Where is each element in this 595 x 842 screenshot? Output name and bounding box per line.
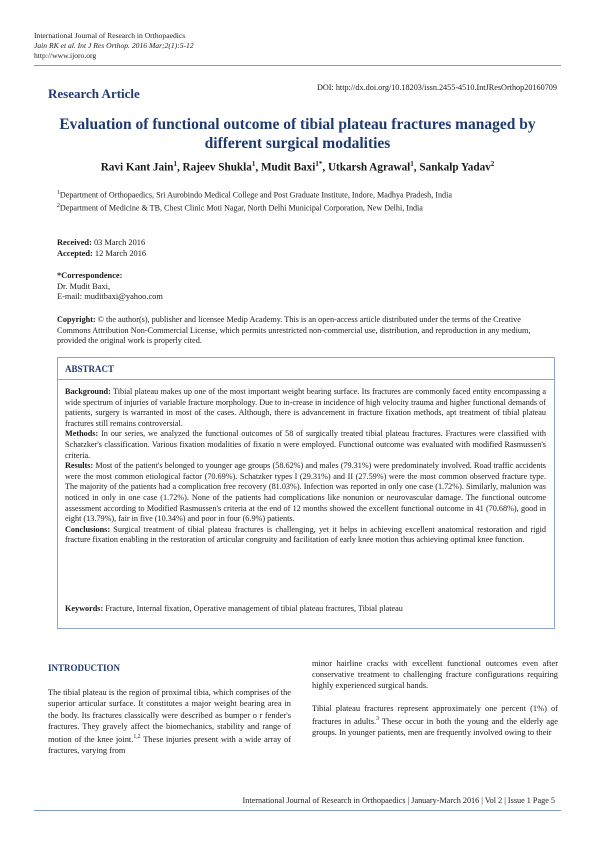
citation-sup: 1,2	[133, 734, 141, 741]
author-name: Rajeev Shukla	[182, 161, 252, 174]
author-sup: 1	[410, 160, 414, 168]
results-label: Results:	[65, 461, 94, 471]
journal-name: International Journal of Research in Orthopaedics	[34, 31, 186, 40]
author-sup: 1*	[315, 160, 323, 168]
conclusions-text: Surgical treatment of tibial plateau fractures is challenging, yet it helps in achieving excellent anatomical restoration and rigid fracture fixation enabling in the restoration of articular congruity and facilitation of early knee motion thus achieving optimal knee function.	[65, 524, 547, 545]
correspondence	[57, 271, 163, 303]
affiliation-sup: 1	[57, 190, 60, 196]
author-name: Sankalp Yadav	[419, 161, 491, 174]
affiliation-2	[57, 201, 555, 214]
correspondence-email[interactable]: E-mail: muditbaxi@yahoo.com	[57, 292, 163, 302]
intro-text-cont: These injuries present with a wide array of fractures, varying from	[48, 734, 291, 756]
accepted-label: Accepted:	[57, 248, 93, 258]
copyright-label: Copyright:	[57, 315, 96, 324]
citation: Jain RK et al. Int J Res Orthop. 2016 Mar;2(1):5-12	[34, 41, 194, 50]
author-name: Ravi Kant Jain	[100, 161, 174, 174]
author-sup: 2	[490, 160, 495, 168]
conclusions-label: Conclusions:	[65, 524, 111, 534]
affiliation-text: Department of Orthopaedics, Sri Aurobindo Medical College and Post Graduate Institute, Indore, Madhya Pradesh, India	[59, 190, 452, 200]
right-text: Tibial plateau fractures represent approximately one percent (1%) of fractures in adults.	[312, 703, 558, 726]
right-paragraph-2	[312, 703, 558, 738]
keywords	[65, 604, 546, 613]
header-divider	[34, 65, 561, 66]
author-sup: 1	[173, 160, 177, 168]
abstract-body	[65, 387, 546, 546]
right-text-cont: These occur in both the young and the elderly age groups. In younger patients, men are frequently involved owing to their	[312, 716, 559, 737]
author-sup: 1	[251, 160, 256, 168]
abstract-heading: ABSTRACT	[65, 364, 115, 374]
dates	[57, 238, 146, 259]
affiliations	[57, 188, 555, 214]
copyright-text: © the author(s), publisher and licensee Medip Academy. This is an open-access article distributed under the terms of the Creative Commons Attribution Non-Commercial License, which permits unrestricted non-commercial use, distribution, and reproduction in any medium, provided the original work is properly cited.	[57, 315, 531, 346]
accepted-value: 12 March 2016	[94, 248, 147, 258]
paper-title: Evaluation of functional outcome of tibial plateau fractures managed by different surgical modalities	[59, 116, 536, 152]
author-list: Ravi Kant Jain$^1$, Rajeev Shukla$^1$, Mudit Baxi$^{1*}$, Utkarsh Agrawal$^1$, Sankalp Yadav$^2$	[100, 160, 495, 174]
journal-url[interactable]: http://www.ijoro.org	[34, 51, 97, 60]
background-label: Background:	[65, 387, 111, 396]
page-footer: International Journal of Research in Orthopaedics | January-March 2016 | Vol 2 | Issue 1 Page 5	[242, 796, 555, 805]
footer-divider	[34, 810, 561, 811]
methods-text: In our series, we analyzed the functional outcomes of 58 of surgically treated tibial plateau fractures. Fractures were classified with Schatzker's classification. Various fixation modalities of fixatio n were employed. Functional outcome was evaluated with modified Rasmussen's criteria.	[65, 429, 547, 460]
intro-paragraph	[48, 687, 291, 756]
abstract-results	[65, 461, 546, 525]
received-date	[57, 238, 146, 249]
introduction-heading: INTRODUCTION	[48, 663, 121, 673]
right-column	[312, 658, 558, 738]
accepted-date	[57, 249, 146, 260]
author-name: Mudit Baxi	[260, 161, 316, 174]
affiliation-sup: 2	[57, 202, 60, 209]
background-text: Tibial plateau makes up one of the most important weight bearing surface. Its fractures are commonly faced entity encompassing a wide spectrum of injuries of variable fracture morphology. Due to in-crease in incidence of high velocity trauma and higher functional demands of patients, surgery is warranted in most of the cases. Although, there is advancement in fracture fixation methods, apt treatment of tibial plateau fractures still remains controversial.	[65, 387, 547, 428]
doi[interactable]: DOI: http://dx.doi.org/10.18203/issn.2455-4510.IntJResOrthop20160709	[316, 83, 557, 92]
keywords-text: Fracture, Internal fixation, Operative management of tibial plateau fractures, Tibial plateau	[105, 604, 403, 613]
received-value: 03 March 2016	[93, 238, 146, 247]
abstract-conclusions	[65, 525, 546, 546]
abstract-methods	[65, 429, 546, 461]
correspondence-label: *Correspondence:	[57, 271, 123, 280]
intro-text: The tibial plateau is the region of proximal tibia, which comprises of the superior articular surface. It constitutes a major weight bearing area in the body. Its fractures classically were described as bumper o r fender's fractures. They gravely affect the biomechanics, stability and range of motion of the knee joint.	[48, 688, 291, 744]
results-text: Most of the patient's belonged to younger age groups (58.62%) and males (79.31%) were predominately involved. Road traffic accidents were the most common etiological factor (70.69%). Schatzker types I (29.31%) and II (27.59%) were the most common observed fracture type. The majority of the patients had a complication free recovery (81.03%). Infection was reported in only one case (1.72%). Similarly, malunion was noticed in only in one case (1.72%). None of the patients had complications like nonunion or neurovascular damage. The functional outcome assessment according to Modified Rasmussen's criteria at the end of 12 months showed the excellent functional outcome in 41 (70.68%), good in eight (13.79%), fair in five (10.34%) and poor in four (6.9%) patients.	[65, 461, 546, 524]
journal-header	[34, 31, 194, 61]
received-label: Received:	[57, 238, 92, 247]
abstract-divider	[58, 379, 554, 380]
right-paragraph-1: minor hairline cracks with excellent functional outcomes even after conservative treatment to challenging fracture configurations requiring highly experienced surgical hands.	[312, 659, 558, 691]
keywords-label: Keywords:	[65, 604, 104, 613]
copyright	[57, 315, 555, 347]
abstract-background	[65, 387, 546, 429]
left-column	[48, 663, 291, 756]
correspondence-name: Dr. Mudit Baxi,	[57, 281, 111, 291]
affiliation-1	[57, 188, 555, 201]
citation-sup: 3	[376, 715, 379, 722]
affiliation-text: Department of Medicine & TB, Chest Clinic Moti Nagar, North Delhi Municipal Corporation, New Delhi, India	[59, 203, 423, 213]
author-name: Utkarsh Agrawal	[327, 161, 411, 174]
abstract-box	[57, 357, 555, 629]
methods-label: Methods:	[65, 429, 99, 439]
article-type: Research Article	[48, 86, 140, 101]
